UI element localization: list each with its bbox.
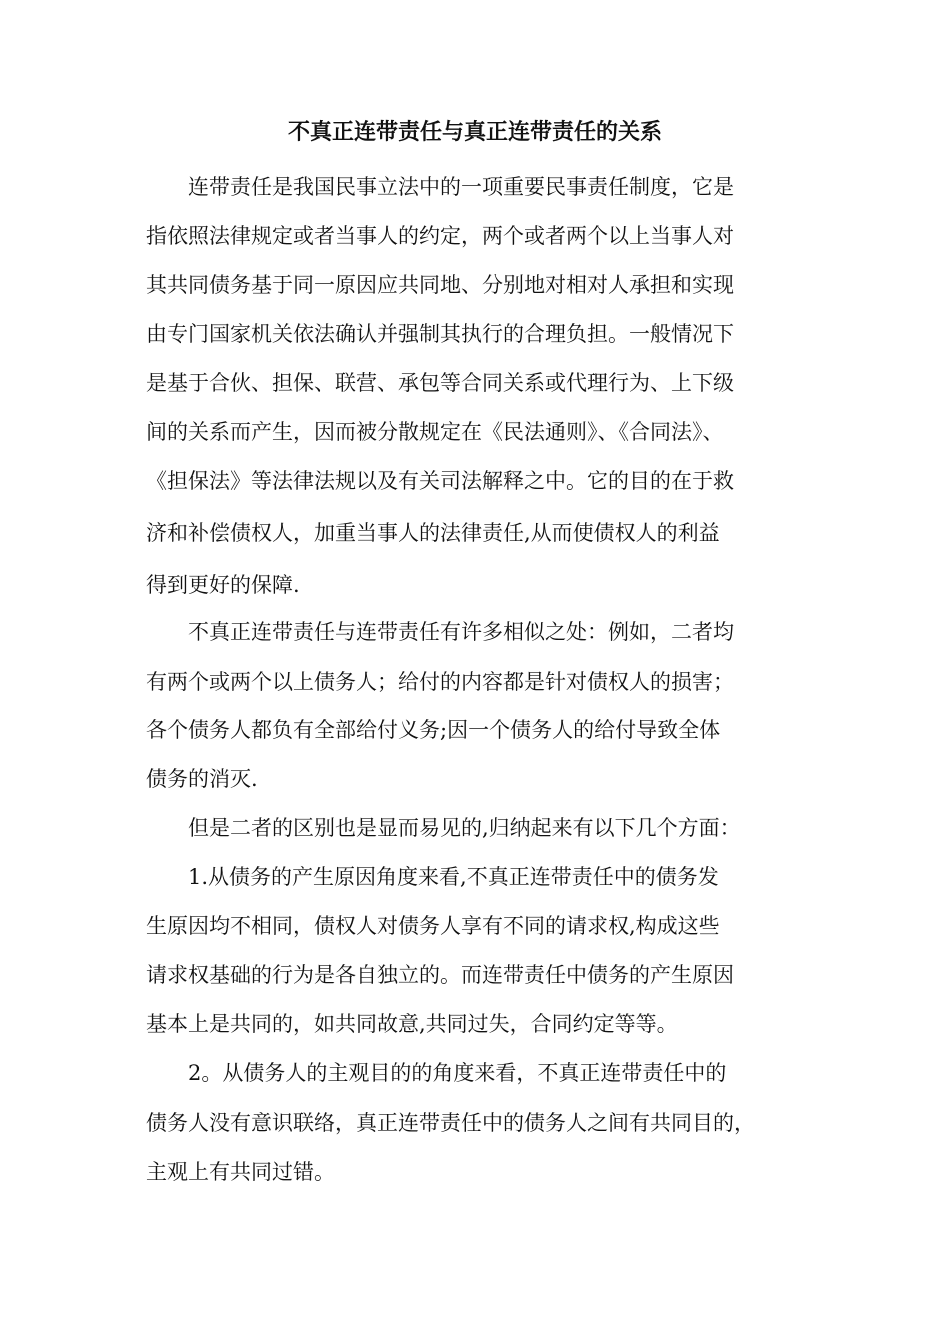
text-line: 济和补偿债权人，加重当事人的法律责任,从而使债权人的利益 [146, 521, 720, 545]
text-line: 债务人没有意识联络，真正连带责任中的债务人之间有共同目的， [146, 1111, 755, 1135]
text-line: 由专门国家机关依法确认并强制其执行的合理负担。一般情况下 [146, 322, 734, 346]
text-line: 但是二者的区别也是显而易见的,归纳起来有以下几个方面： [146, 816, 741, 840]
text-line: 其共同债务基于同一原因应共同地、分别地对相对人承担和实现 [146, 273, 734, 297]
text-line: 1.从债务的产生原因角度来看,不真正连带责任中的债务发 [146, 865, 719, 889]
text-line: 生原因均不相同，债权人对债务人享有不同的请求权,构成这些 [146, 914, 720, 938]
text-line: 债务的消灭. [146, 767, 258, 791]
text-line: 各个债务人都负有全部给付义务;因一个债务人的给付导致全体 [146, 718, 721, 742]
text-line: 2。从债务人的主观目的的角度来看，不真正连带责任中的 [146, 1061, 727, 1085]
text-line: 基本上是共同的，如共同故意,共同过失，合同约定等等。 [146, 1012, 678, 1036]
text-line: 《担保法》等法律法规以及有关司法解释之中。它的目的在于救 [146, 469, 734, 493]
document-title: 不真正连带责任与真正连带责任的关系 [287, 120, 662, 145]
text-line: 得到更好的保障. [146, 573, 300, 597]
text-line: 请求权基础的行为是各自独立的。而连带责任中债务的产生原因 [146, 963, 734, 987]
text-line: 是基于合伙、担保、联营、承包等合同关系或代理行为、上下级 [146, 371, 734, 395]
text-line: 间的关系而产生，因而被分散规定在《民法通则》、《合同法》、 [146, 420, 724, 444]
text-line: 连带责任是我国民事立法中的一项重要民事责任制度，它是 [146, 175, 734, 199]
text-line: 有两个或两个以上债务人；给付的内容都是针对债权人的损害； [146, 670, 734, 694]
text-line: 不真正连带责任与连带责任有许多相似之处：例如，二者均 [146, 620, 734, 644]
text-line: 主观上有共同过错。 [146, 1160, 335, 1184]
text-line: 指依照法律规定或者当事人的约定，两个或者两个以上当事人对 [146, 224, 734, 248]
